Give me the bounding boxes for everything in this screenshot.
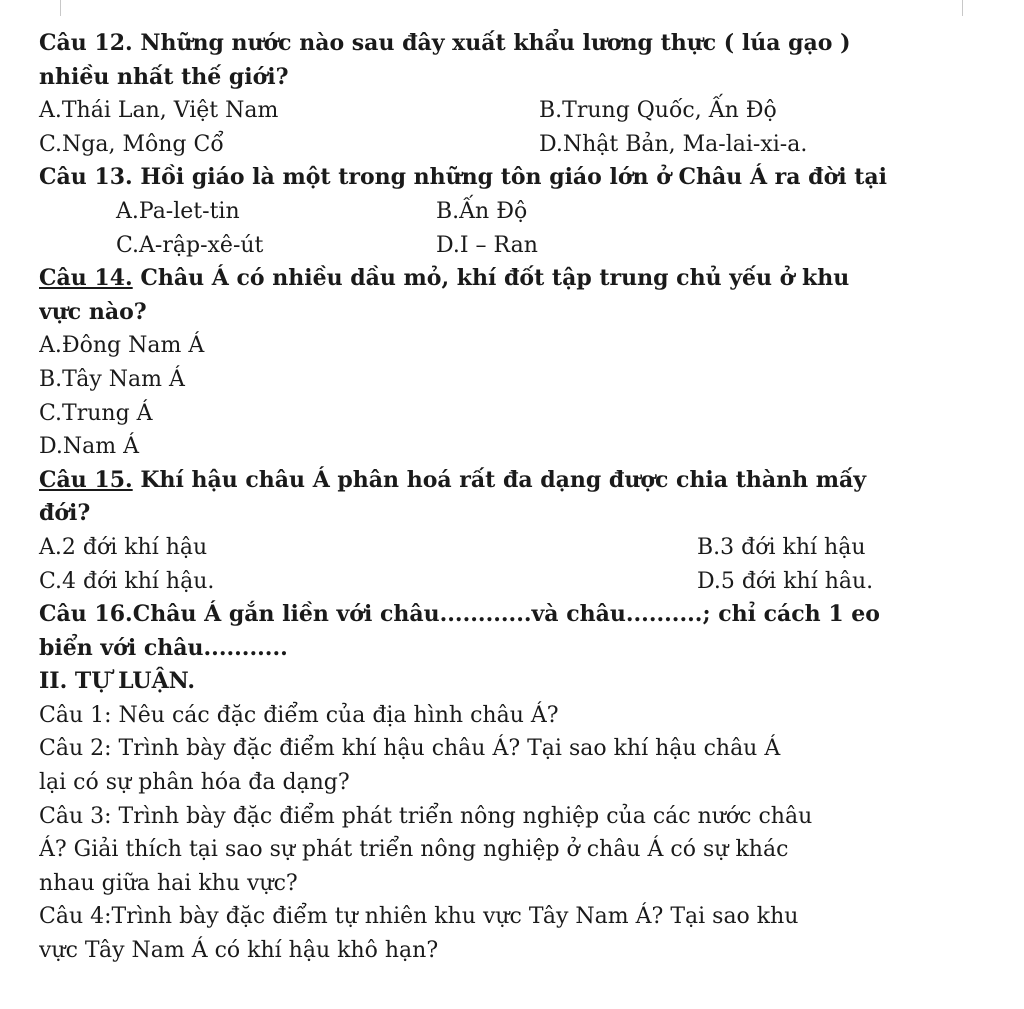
essay-question-4-line-2: vực Tây Nam Á có khí hậu khô hạn? <box>39 938 439 964</box>
question-15-text: Khí hậu châu Á phân hoá rất đa dạng được chia thành mấy <box>132 466 867 493</box>
question-15-line-2: đới? <box>39 500 91 527</box>
question-12-text: Những nước nào sau đây xuất khẩu lương thực ( lúa gạo ) <box>132 30 851 56</box>
question-12-option-c: C.Nga, Mông Cổ <box>39 131 224 157</box>
question-15-options-row-1 <box>39 531 979 565</box>
question-12-options-row-1 <box>39 94 979 128</box>
question-15-option-d: D.5 đới khí hâu. <box>697 568 874 594</box>
question-14-line-2: vực nào? <box>39 298 147 325</box>
question-15-option-c: C.4 đới khí hậu. <box>39 568 215 594</box>
section-2-title: II. TỰ LUẬN. <box>39 668 195 695</box>
question-16-line-1: Câu 16.Châu Á gắn liền với châu............và châu..........; chỉ cách 1 eo <box>39 601 880 628</box>
question-13-option-d: D.I – Ran <box>436 232 538 258</box>
essay-question-1: Câu 1: Nêu các đặc điểm của địa hình châu Á? <box>39 702 559 728</box>
question-14-label: Câu 14. <box>39 265 133 292</box>
question-13-option-b: B.Ấn Độ <box>436 198 528 224</box>
question-15-label: Câu 15. <box>39 466 133 493</box>
essay-question-2-line-1: Câu 2: Trình bày đặc điểm khí hậu châu Á? Tại sao khí hậu châu Á <box>39 736 781 762</box>
question-13-options-row-1 <box>39 195 979 229</box>
essay-question-2-line-2: lại có sự phân hóa đa dạng? <box>39 770 350 796</box>
question-12-option-b: B.Trung Quốc, Ấn Độ <box>539 98 777 124</box>
page-corner-mark-left <box>38 0 61 16</box>
question-13-line-1 <box>39 161 979 195</box>
question-13-label: Câu 13. <box>39 164 133 191</box>
question-12-options-row-2 <box>39 128 979 162</box>
essay-question-3-line-1: Câu 3: Trình bày đặc điểm phát triển nông nghiệp của các nước châu <box>39 803 813 829</box>
question-15-options-row-2 <box>39 565 979 599</box>
question-14-option-d: D.Nam Á <box>39 434 139 460</box>
question-14-line-1 <box>39 262 979 296</box>
question-12-option-d: D.Nhật Bản, Ma-lai-xi-a. <box>539 131 808 157</box>
question-15-line-1 <box>39 464 979 498</box>
question-14-option-c: C.Trung Á <box>39 400 153 426</box>
question-15-option-b: B.3 đới khí hậu <box>697 534 866 560</box>
question-13-text: Hồi giáo là một trong những tôn giáo lớn ở Châu Á ra đời tại <box>132 164 888 191</box>
question-15-option-a: A.2 đới khí hậu <box>39 534 208 560</box>
question-12-label: Câu 12. <box>39 30 133 56</box>
question-14-text: Châu Á có nhiều dầu mỏ, khí đốt tập trung chủ yếu ở khu <box>132 265 850 292</box>
essay-question-3-line-3: nhau giữa hai khu vực? <box>39 870 298 896</box>
question-12-line-1 <box>39 27 979 61</box>
question-13-option-c: C.A-rập-xê-út <box>116 232 264 258</box>
essay-question-4-line-1: Câu 4:Trình bày đặc điểm tự nhiên khu vực Tây Nam Á? Tại sao khu <box>39 904 799 930</box>
question-14-option-a: A.Đông Nam Á <box>39 333 205 359</box>
question-16-line-2: biển với châu........... <box>39 634 288 661</box>
document-body <box>39 27 979 968</box>
question-13-option-a: A.Pa-let-tin <box>116 198 240 224</box>
question-14-option-b: B.Tây Nam Á <box>39 366 185 392</box>
essay-question-3-line-2: Á? Giải thích tại sao sự phát triển nông nghiệp ở châu Á có sự khác <box>39 837 789 863</box>
question-13-options-row-2 <box>39 229 979 263</box>
question-12-line-2: nhiều nhất thế giới? <box>39 63 289 90</box>
question-12-option-a: A.Thái Lan, Việt Nam <box>39 98 279 124</box>
page-corner-mark-right <box>962 0 985 16</box>
